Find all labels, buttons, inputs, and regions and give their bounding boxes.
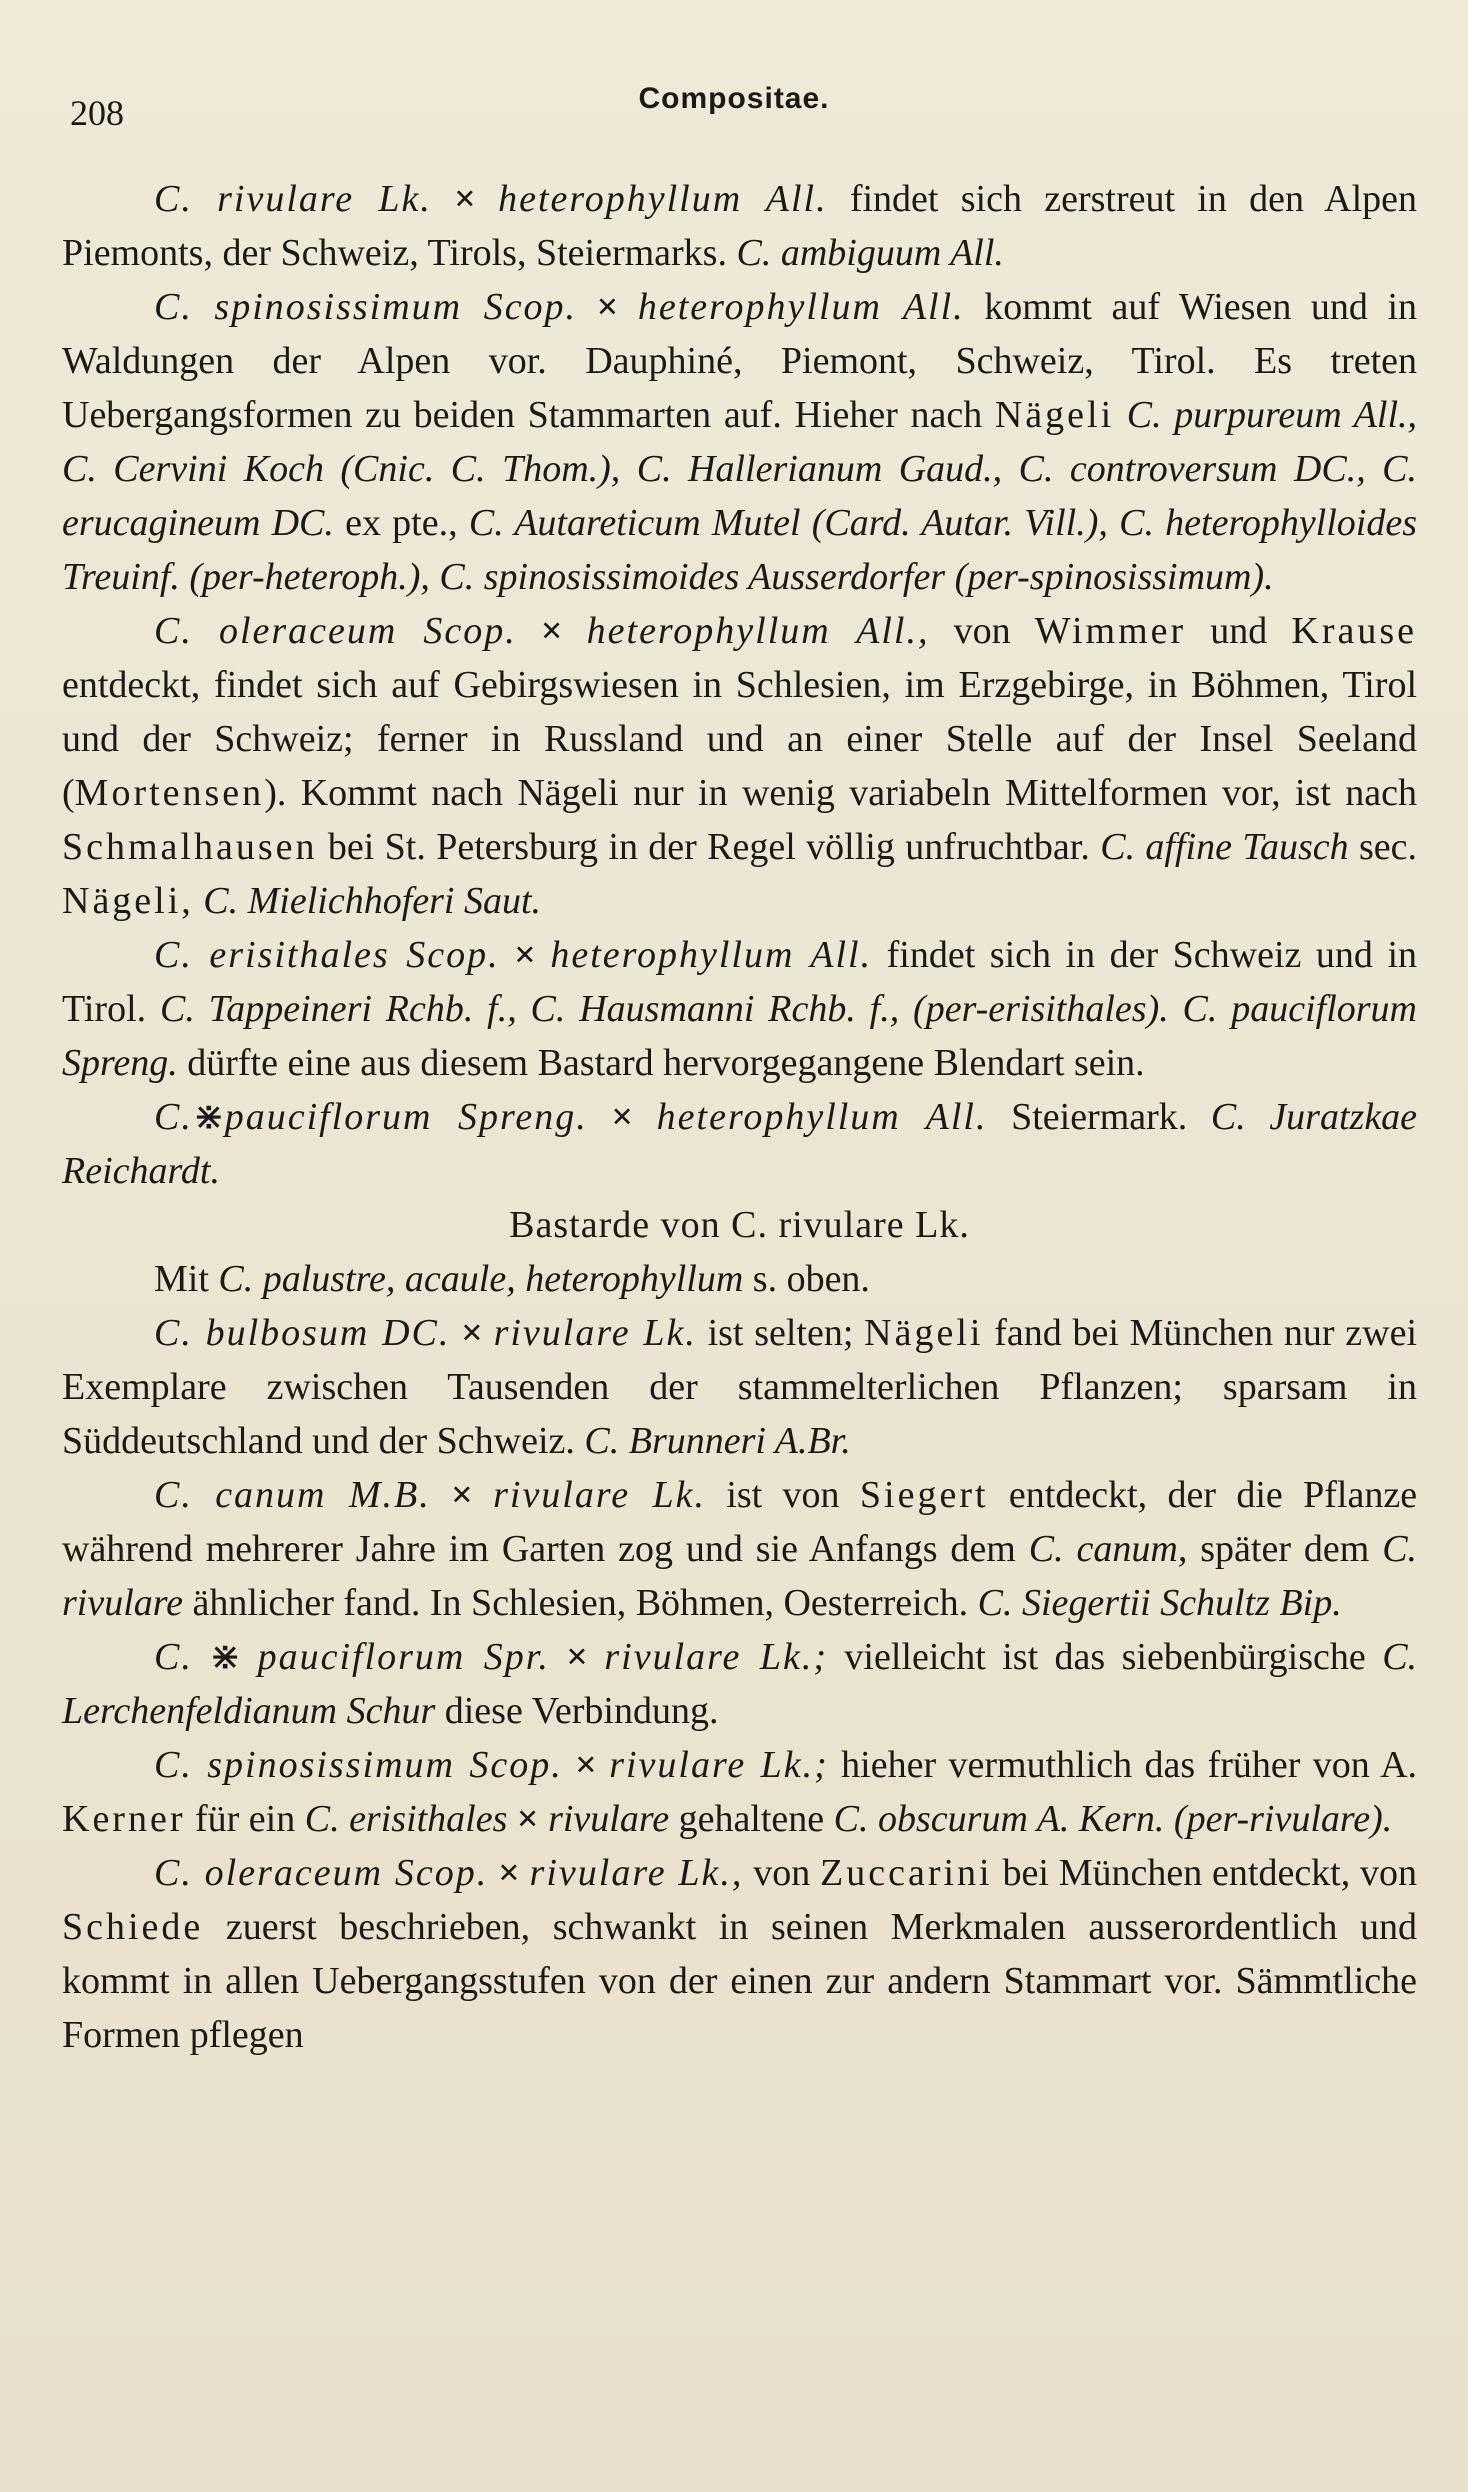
running-head: Compositae.	[638, 82, 830, 115]
hybrid-star-icon: ⋇	[192, 1096, 225, 1138]
paragraph-mit-palustre: Mit C. palustre, acaule, heterophyllum s. oben.	[154, 1258, 870, 1300]
paragraph-canum-rivulare: C. canum M.B. × rivulare Lk. ist von Siegert entdeckt, der die Pflanze während mehrerer Jahre im Garten zog und sie Anfangs dem C. canum, später dem C. rivulare ähnlicher fand. In Schlesien, Böhmen, Oesterreich. C. Siegertii Schultz Bip.	[62, 1474, 1418, 1624]
paragraph-rivulare-heterophyllum: C. rivulare Lk. × heterophyllum All. findet sich zerstreut in den Alpen Piemonts, der Schweiz, Tirols, Steiermarks. C. ambiguum All.	[62, 178, 1418, 274]
paragraph-bulbosum-rivulare: C. bulbosum DC. × rivulare Lk. ist selten; Nägeli fand bei München nur zwei Exemplare zwischen Tausenden der stammelterlichen Pflanzen; sparsam in Süddeutschland und der Schweiz. C. Brunneri A.Br.	[62, 1312, 1418, 1462]
paragraph-spinosissimum-rivulare: C. spinosissimum Scop. × rivulare Lk.; hieher vermuthlich das früher von A. Kerner für ein C. erisithales × rivulare gehaltene C. obscurum A. Kern. (per-rivulare).	[62, 1744, 1418, 1840]
paragraph-spinosissimum-heterophyllum: C. spinosissimum Scop. × heterophyllum All. kommt auf Wiesen und in Waldungen der Alpen vor. Dauphiné, Piemont, Schweiz, Tirol. Es treten Uebergangsformen zu beiden Stammarten auf. Hieher nach Nägeli C. purpureum All., C. Cervini Koch (Cnic. C. Thom.), C. Hallerianum Gaud., C. controversum DC., C. erucagineum DC. ex pte., C. Autareticum Mutel (Card. Autar. Vill.), C. heterophylloides Treuinf. (per-heteroph.), C. spinosissimoides Ausserdorfer (per-spinosissimum).	[62, 286, 1418, 598]
paragraph-erisithales-heterophyllum: C. erisithales Scop. × heterophyllum All. findet sich in der Schweiz und in Tirol. C. Tappeineri Rchb. f., C. Hausmanni Rchb. f., (per-erisithales). C. pauciflorum Spreng. dürfte eine aus diesem Bastard hervorgegangene Blendart sein.	[62, 934, 1418, 1084]
hybrid-star-icon: ⋇	[209, 1636, 242, 1678]
paragraph-pauciflorum-heterophyllum: C.⋇pauciflorum Spreng. × heterophyllum All. Steiermark. C. Juratzkae Reichardt.	[62, 1096, 1418, 1192]
body-text	[62, 172, 1417, 2062]
section-heading: Bastarde von C. rivulare Lk.	[509, 1204, 970, 1246]
paragraph-oleraceum-rivulare: C. oleraceum Scop. × rivulare Lk., von Zuccarini bei München entdeckt, von Schiede zuerst beschrieben, schwankt in seinen Merkmalen ausserordentlich und kommt in allen Uebergangsstufen von der einen zur andern Stammart vor. Sämmtliche Formen pflegen	[62, 1852, 1418, 2056]
paragraph-oleraceum-heterophyllum: C. oleraceum Scop. × heterophyllum All., von Wimmer und Krause entdeckt, findet sich auf Gebirgswiesen in Schlesien, im Erzgebirge, in Böhmen, Tirol und der Schweiz; ferner in Russland und an einer Stelle auf der Insel Seeland (Mortensen). Kommt nach Nägeli nur in wenig variabeln Mittelformen vor, ist nach Schmalhausen bei St. Petersburg in der Regel völlig unfruchtbar. C. affine Tausch sec. Nägeli, C. Mielichhoferi Saut.	[62, 610, 1418, 922]
paragraph-pauciflorum-rivulare: C. ⋇ pauciflorum Spr. × rivulare Lk.; vielleicht ist das siebenbürgische C. Lerchenfeldianum Schur diese Verbindung.	[62, 1636, 1418, 1732]
page-number: 208	[70, 93, 124, 133]
